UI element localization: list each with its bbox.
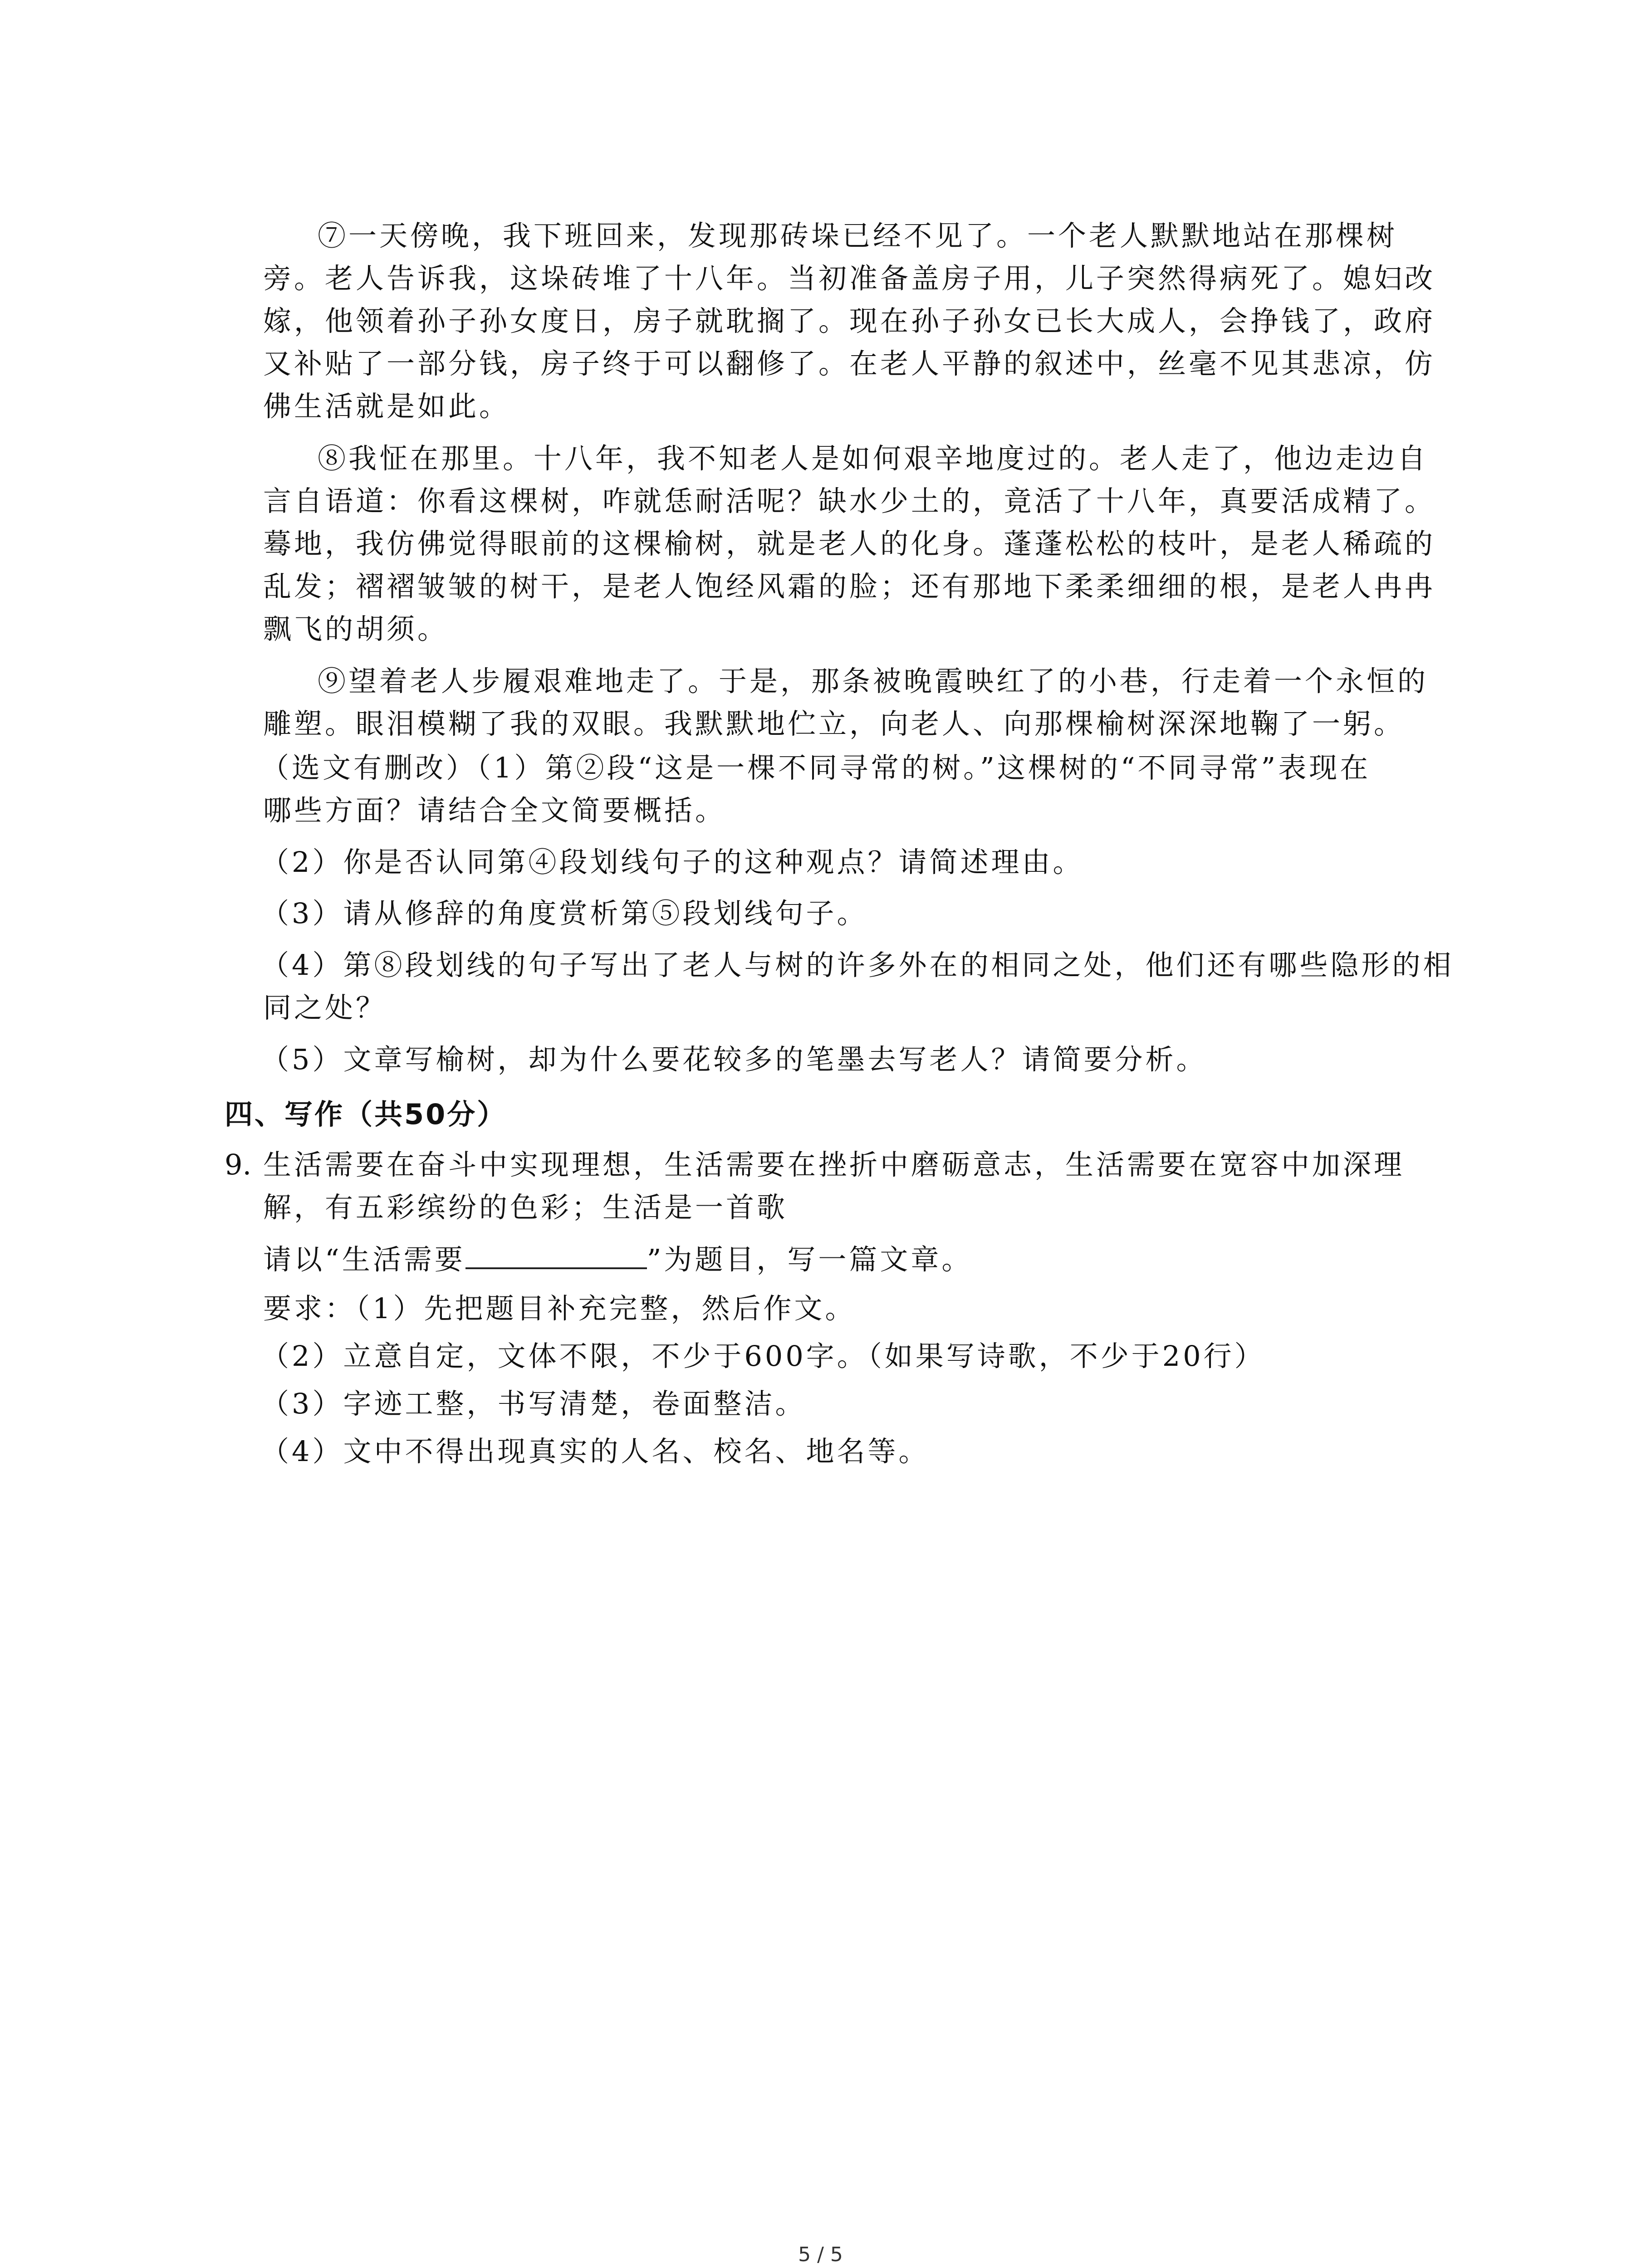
writing-prompt-line-1: 生活需要在奋斗中实现理想，生活需要在挫折中磨砺意志，生活需要在宽容中加深理 <box>263 1148 1405 1181</box>
question-5: （5）文章写榆树，却为什么要花较多的笔墨去写老人？请简要分析。 <box>261 1043 1207 1076</box>
title-blank <box>465 1239 647 1269</box>
requirement-4: （4）文中不得出现真实的人名、校名、地名等。 <box>261 1435 930 1468</box>
title-instruction-prefix: 请以“生活需要 <box>263 1243 465 1276</box>
requirement-3: （3）字迹工整，书写清楚，卷面整洁。 <box>261 1387 806 1420</box>
passage-p8-line-1: ⑧我怔在那里。十八年，我不知老人是如何艰辛地度过的。老人走了，他边走边自 <box>318 442 1429 475</box>
requirement-1: 要求：（1）先把题目补充完整，然后作文。 <box>263 1292 856 1325</box>
question-4-line-2: 同之处？ <box>263 991 387 1024</box>
passage-p9-line-1: ⑨望着老人步履艰难地走了。于是，那条被晚霞映红了的小巷，行走着一个永恒的 <box>318 665 1429 698</box>
requirement-2: （2）立意自定，文体不限，不少于600字。（如果写诗歌，不少于20行） <box>261 1339 1265 1373</box>
passage-p7-line-5: 佛生活就是如此。 <box>263 390 510 423</box>
writing-prompt-line-2: 解，有五彩缤纷的色彩；生活是一首歌 <box>263 1191 788 1224</box>
passage-p9-line-2: 雕塑。眼泪模糊了我的双眼。我默默地伫立，向老人、向那棵榆树深深地鞠了一躬。 <box>263 707 1405 740</box>
passage-p8-line-3: 蓦地，我仿佛觉得眼前的这棵榆树，就是老人的化身。蓬蓬松松的枝叶，是老人稀疏的 <box>263 527 1436 560</box>
question-2: （2）你是否认同第④段划线句子的这种观点？请简述理由。 <box>261 846 1084 879</box>
passage-p8-line-5: 飘飞的胡须。 <box>263 612 449 645</box>
passage-p8-line-4: 乱发；褶褶皱皱的树干，是老人饱经风霜的脸；还有那地下柔柔细细的根，是老人冉冉 <box>263 570 1436 603</box>
passage-p7-line-3: 嫁，他领着孙子孙女度日，房子就耽搁了。现在孙子孙女已长大成人，会挣钱了，政府 <box>263 304 1436 337</box>
title-instruction-suffix: ”为题目，写一篇文章。 <box>647 1243 973 1276</box>
passage-p8-line-2: 言自语道：你看这棵树，咋就恁耐活呢？缺水少土的，竟活了十八年，真要活成精了。 <box>263 484 1436 518</box>
question-1-line-2: 哪些方面？请结合全文简要概括。 <box>263 794 726 827</box>
question-3: （3）请从修辞的角度赏析第⑤段划线句子。 <box>261 897 868 930</box>
question-4-line-1: （4）第⑧段划线的句子写出了老人与树的许多外在的相同之处，他们还有哪些隐形的相 <box>261 948 1454 982</box>
question-1-line-1: （选文有删改）（1）第②段“这是一棵不同寻常的树。”这棵树的“不同寻常”表现在 <box>261 751 1371 784</box>
passage-p7-line-1: ⑦一天傍晚，我下班回来，发现那砖垛已经不见了。一个老人默默地站在那棵树 <box>318 219 1398 252</box>
section-heading-writing: 四、写作（共50分） <box>225 1098 507 1131</box>
page-number: 5 / 5 <box>798 2243 843 2266</box>
passage-p7-line-2: 旁。老人告诉我，这垛砖堆了十八年。当初准备盖房子用，儿子突然得病死了。媳妇改 <box>263 262 1436 295</box>
writing-title-instruction <box>263 1239 972 1280</box>
question-9-number: 9. <box>225 1148 252 1181</box>
passage-p7-line-4: 又补贴了一部分钱，房子终于可以翻修了。在老人平静的叙述中，丝毫不见其悲凉，仿 <box>263 347 1436 380</box>
